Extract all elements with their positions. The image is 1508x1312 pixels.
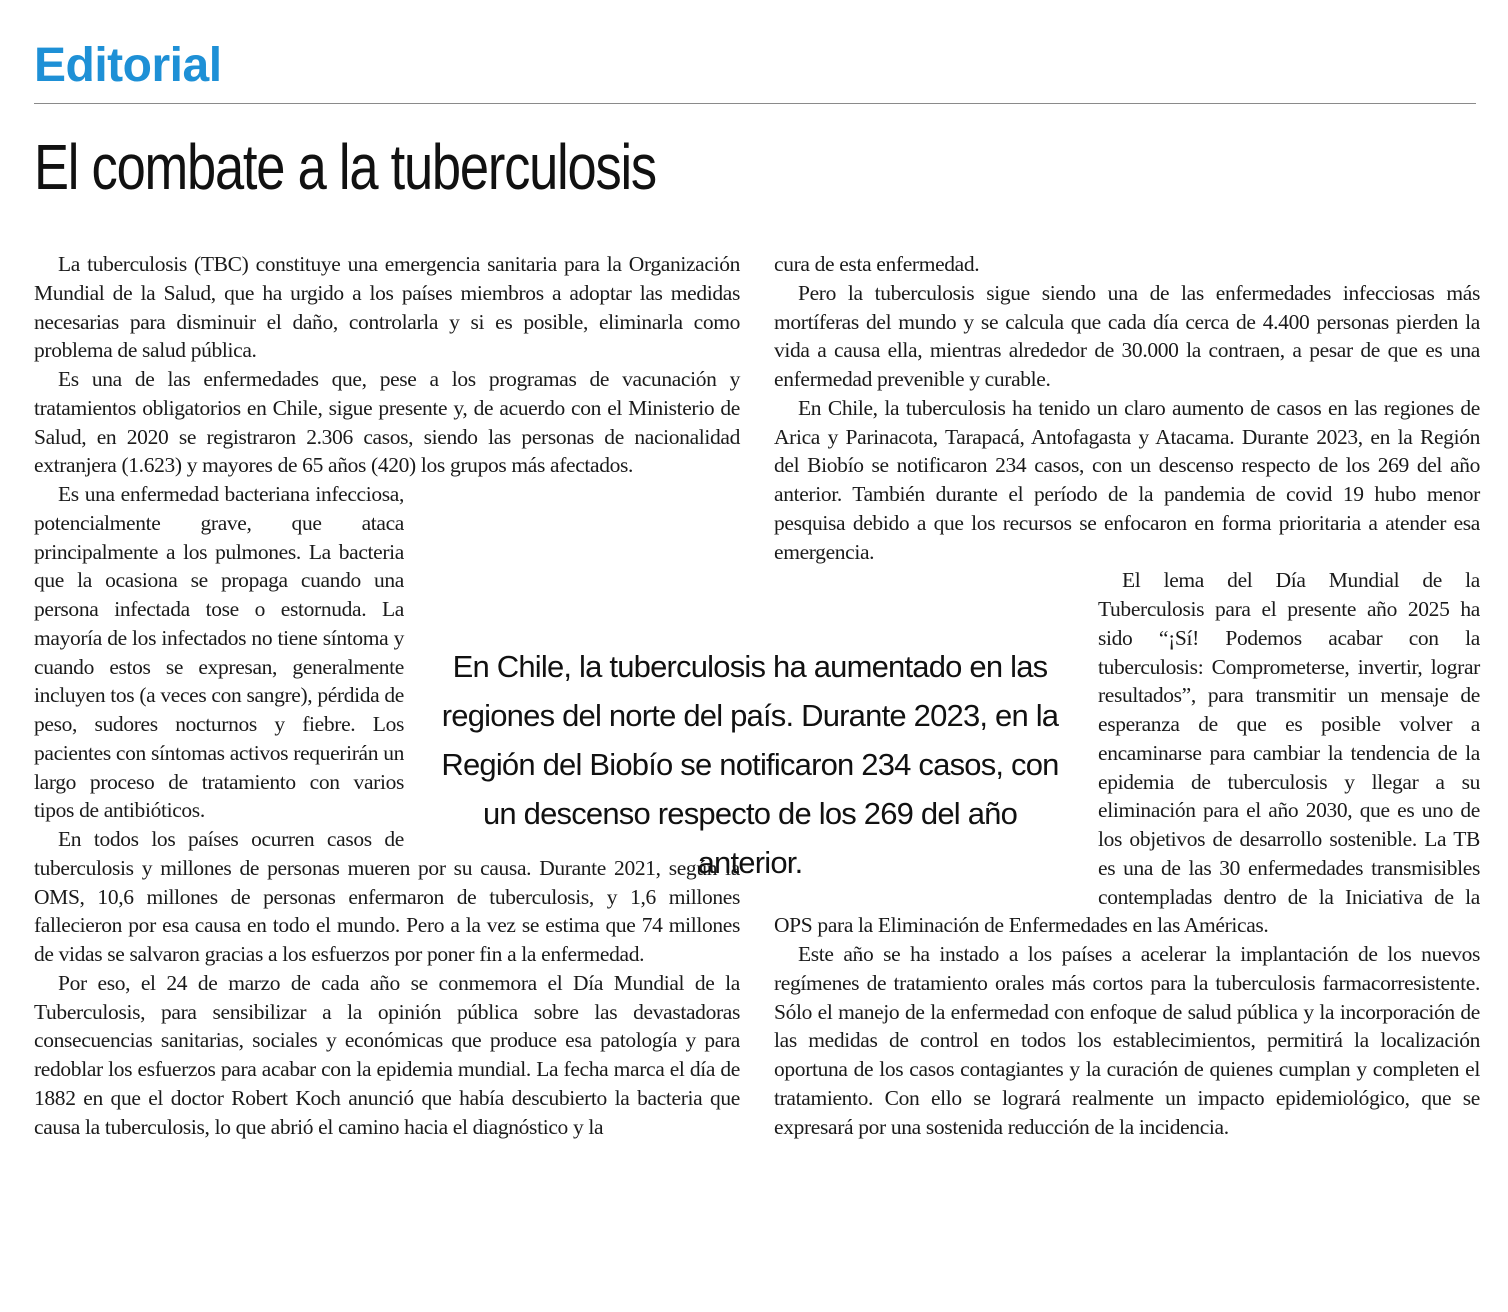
paragraph: Es una enfermedad bacteriana infecciosa, potencialmente grave, que ataca principalmente a los pulmones. La bacteria que la ocasiona se propaga cuando una persona infectada tose o estornuda. La mayoría de los infectados no tiene síntoma y cuando estos se expresan, generalmente incluyen tos (a veces con sangre), pérdida de peso, sudores nocturnos y fiebre. Los pacientes con síntomas activos requerirán un largo proceso de tratamiento con varios tipos de antibióticos. bbox=[34, 482, 404, 823]
pull-quote: En Chile, la tuberculosis ha aumentado en las regiones del norte del país. Durante 2023, en la Región del Biobío se notificaron 234 casos, con un descenso respecto de los 269 del año anterior. bbox=[441, 649, 1059, 880]
section-divider bbox=[34, 103, 1476, 104]
paragraph: En Chile, la tuberculosis ha tenido un claro aumento de casos en las regiones de Arica y Parinacota, Tarapacá, Antofagasta y Atacama. Durante 2023, en la Región del Biobío se notificaron 234 casos, con un descenso respecto de los 269 del año anterior. También durante el período de la pandemia de covid 19 hubo menor pesquisa debido a que los recursos se enfocaron en forma prioritaria a atender esa emergencia. bbox=[774, 395, 1480, 564]
paragraph: cura de esta enfermedad. bbox=[774, 252, 980, 276]
paragraph: Este año se ha instado a los países a acelerar la implantación de los nuevos regímenes de tratamiento orales más cortos para la tuberculosis farmacorresistente. Sólo el manejo de la enfermedad con enfoque de salud pública y la incorporación de las medidas de control en todos los establecimientos, permitirá la localización oportuna de los casos contagiantes y la curación de quienes cumplan y completen el tratamiento. Con ello se logrará realmente un impacto epidemiológico, que se expresará por una sostenida reducción de la incidencia. bbox=[774, 942, 1480, 1139]
headline: El combate a la tuberculosis bbox=[34, 131, 656, 203]
paragraph: Es una de las enfermedades que, pese a los programas de vacunación y tratamientos obligatorios en Chile, sigue presente y, de acuerdo con el Ministerio de Salud, en 2020 se registraron 2.306 casos, siendo las personas de nacionalidad extranjera (1.623) y mayores de 65 años (420) los grupos más afectados. bbox=[34, 367, 740, 478]
paragraph: El lema del Día Mundial de la Tuberculosis para el presente año 2025 ha sido “¡Sí! Podemos acabar con la tuberculosis: Comprometerse, invertir, lograr resultados”, para transmitir un mensaje de esperanza de que es posible volver a encaminarse para cambiar la tendencia de la epidemia de tuberculosis y llegar a su eliminación para el año 2030, que es uno de los objetivos de desarrollo sostenible. La TB es una de las 30 enfermedades transmisibles contempladas dentro de la Iniciativa de la OPS para la Eliminación de Enfermedades en las Américas. bbox=[774, 568, 1480, 938]
section-label: Editorial bbox=[34, 39, 222, 92]
paragraph: En todos los países ocurren casos de tuberculosis y millones de personas mueren por su causa. Durante 2021, según la OMS, 10,6 millones de personas enfermaron de tuberculosis, y 1,6 millones fallecieron por esa causa en todo el mundo. Pero a la vez se estima que 74 millones de vidas se salvaron gracias a los esfuerzos por poner fin a la enfermedad. bbox=[34, 827, 740, 966]
paragraph: Pero la tuberculosis sigue siendo una de las enfermedades infecciosas más mortíferas del mundo y se calcula que cada día cerca de 4.400 personas pierden la vida a causa ella, mientras alrededor de 30.000 la contraen, a pesar de que es una enfermedad prevenible y curable. bbox=[774, 280, 1480, 391]
paragraph: Por eso, el 24 de marzo de cada año se conmemora el Día Mundial de la Tuberculosis, para sensibilizar a la opinión pública sobre las devastadoras consecuencias sanitarias, sociales y económicas que produce esa patología y para redoblar los esfuerzos para acabar con la epidemia mundial. La fecha marca el día de 1882 en que el doctor Robert Koch anunció que había descubierto la bacteria que causa la tuberculosis, lo que abrió el camino hacia el diagnóstico y la bbox=[34, 970, 740, 1139]
paragraph: La tuberculosis (TBC) constituye una emergencia sanitaria para la Organización Mundial de la Salud, que ha urgido a los países miembros a adoptar las medidas necesarias para disminuir el daño, controlarla y si es posible, eliminarla como problema de salud pública. bbox=[34, 252, 740, 363]
